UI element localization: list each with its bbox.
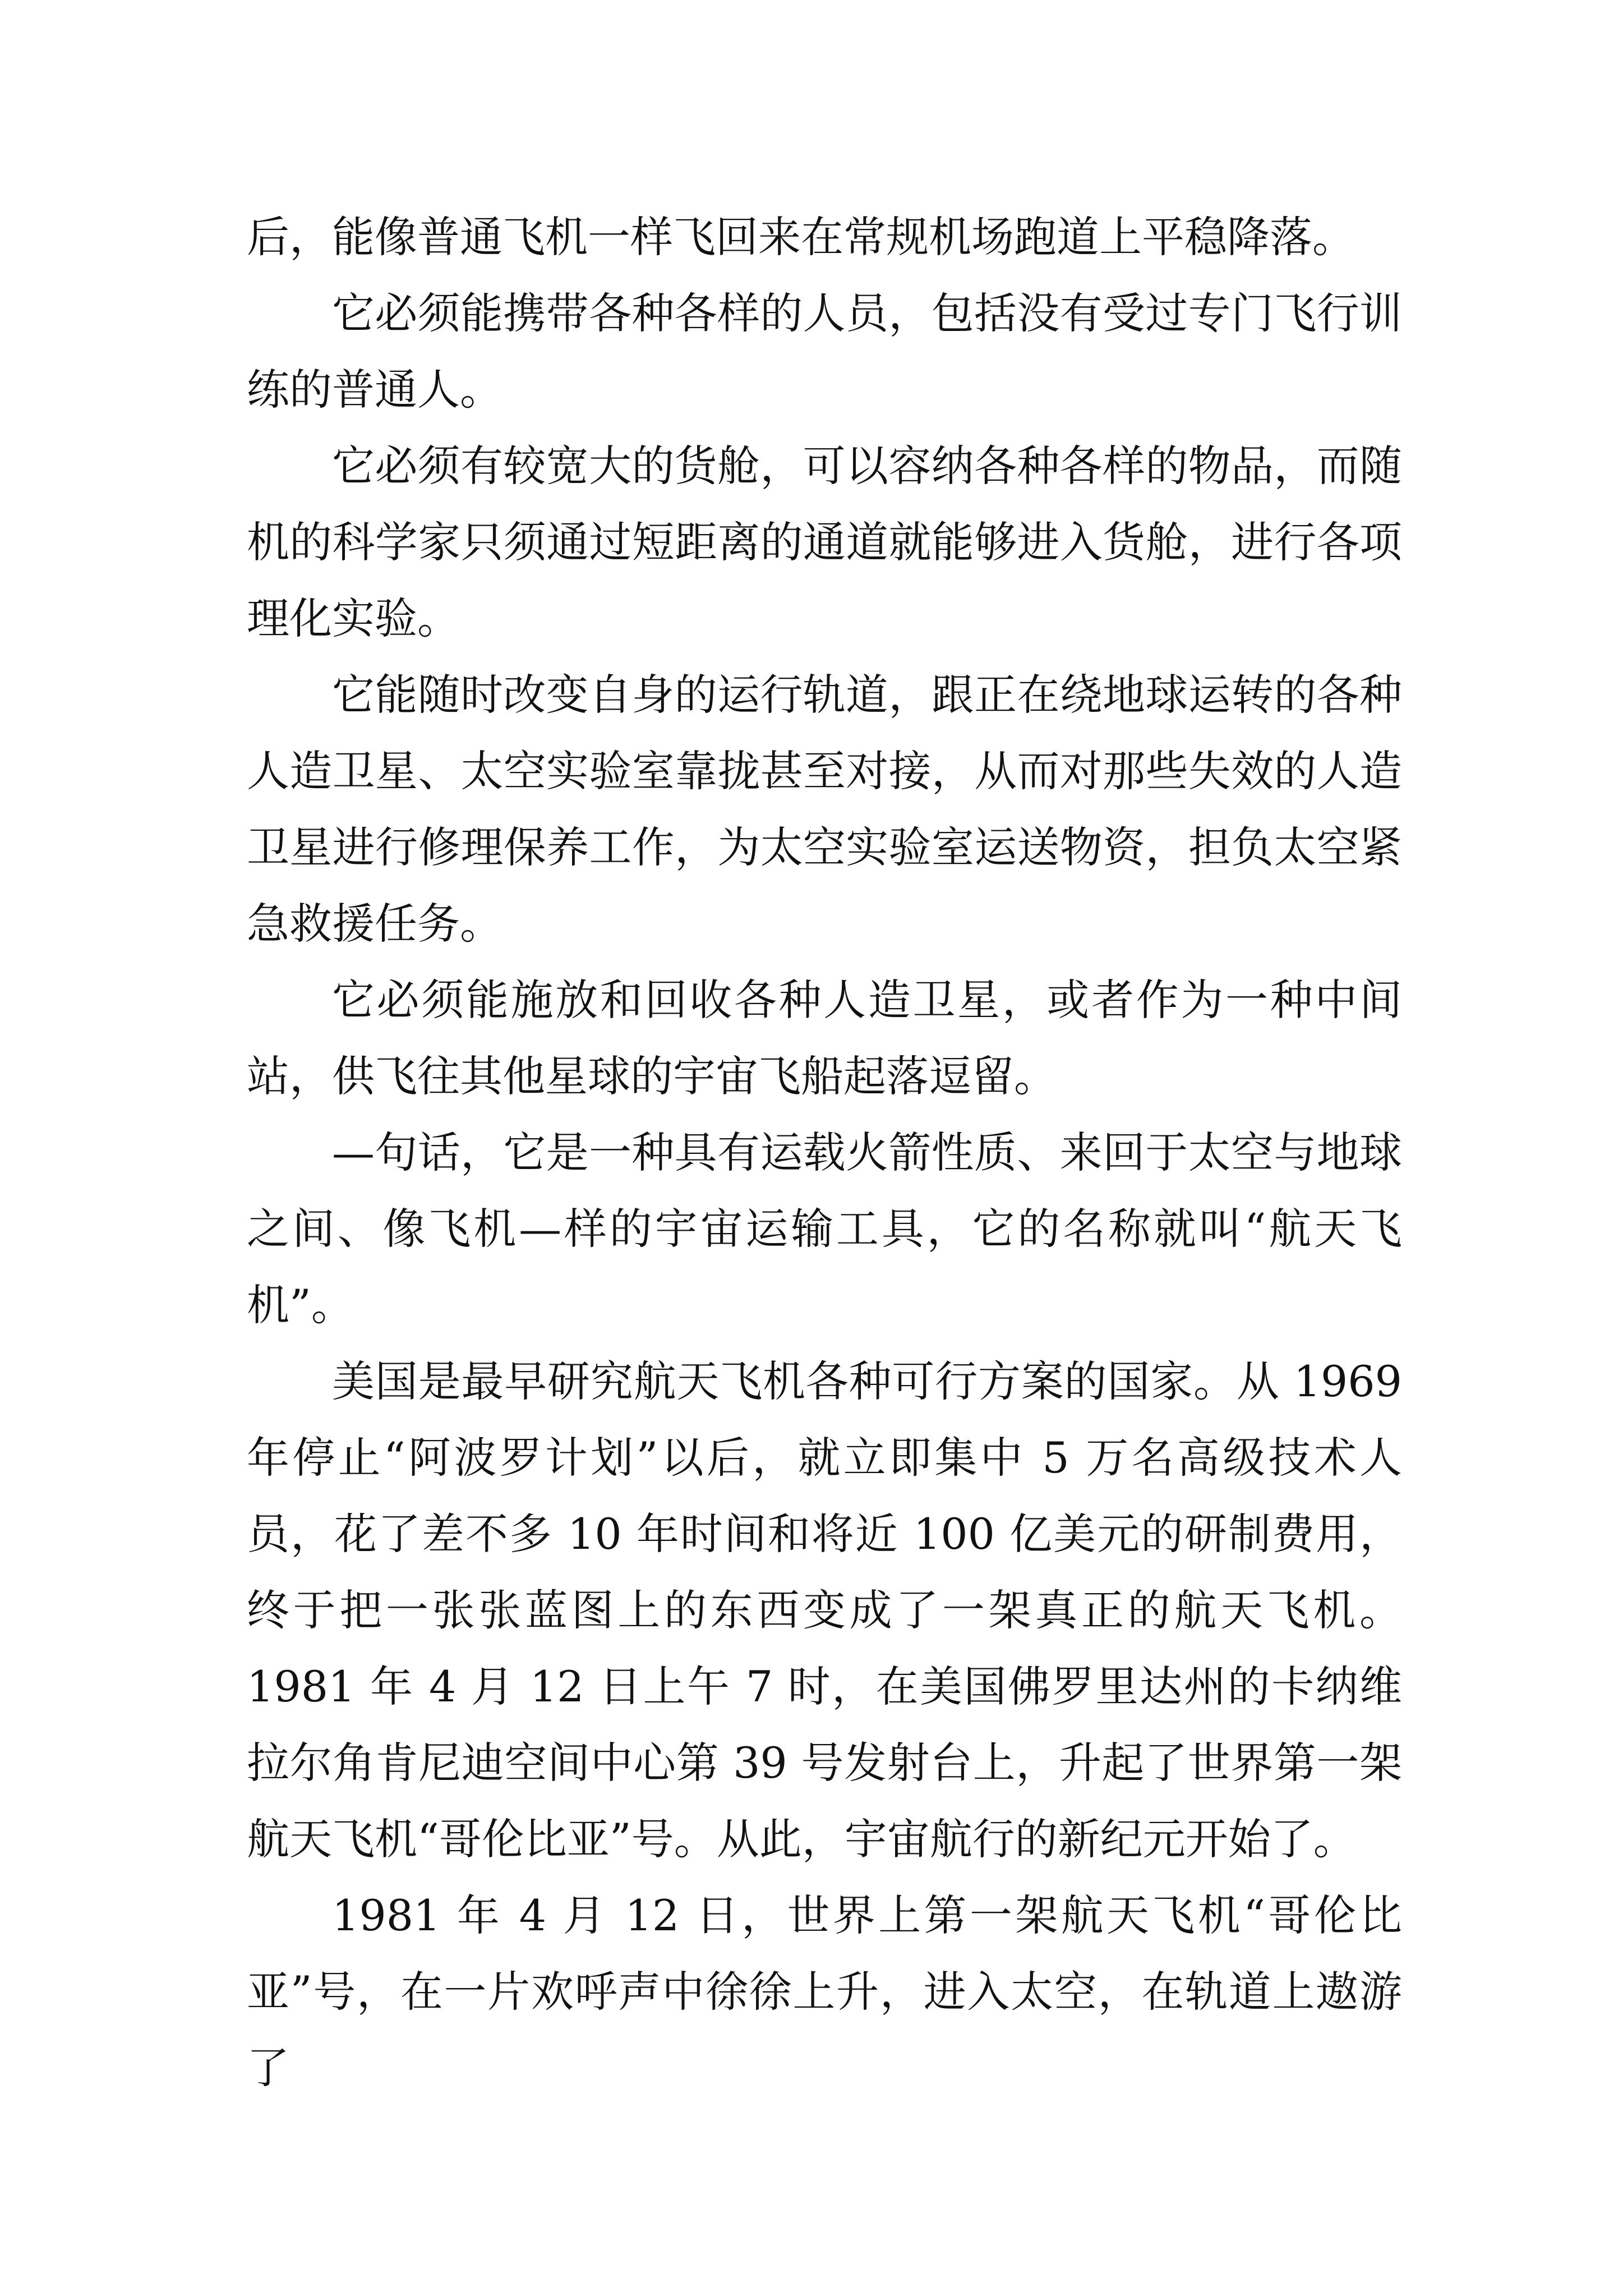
paragraph-3: 它必须有较宽大的货舱，可以容纳各种各样的物品，而随机的科学家只须通过短距离的通道就能够进入货舱，进行各项理化实验。 (247, 441, 1402, 643)
document-body (247, 199, 1402, 2106)
paragraph-2: 它必须能携带各种各样的人员，包括没有受过专门飞行训练的普通人。 (247, 288, 1402, 415)
paragraph-1: 后，能像普通飞机一样飞回来在常规机场跑道上平稳降落。 (247, 212, 1355, 262)
paragraph-8: 1981 年 4 月 12 日，世界上第一架航天飞机“哥伦比亚”号，在一片欢呼声中徐徐上升，进入太空，在轨道上遨游了 (247, 1890, 1402, 2093)
paragraph-7: 美国是最早研究航天飞机各种可行方案的国家。从 1969 年停止“阿波罗计划”以后，就立即集中 5 万名高级技术人员，花了差不多 10 年时间和将近 100 亿美元的研制费用，终于把一张张蓝图上的东西变成了一架真正的航天飞机。1981 年 4 月 12 日上午 7 时，在美国佛罗里达州的卡纳维拉尔角肯尼迪空间中心第 39 号发射台上，升起了世界第一架航天飞机“哥伦比亚”号。从此，宇宙航行的新纪元开始了。 (247, 1356, 1402, 1864)
paragraph-5: 它必须能施放和回收各种人造卫星，或者作为一种中间站，供飞往其他星球的宇宙飞船起落逗留。 (247, 975, 1402, 1101)
paragraph-4: 它能随时改变自身的运行轨道，跟正在绕地球运转的各种人造卫星、太空实验室靠拢甚至对接，从而对那些失效的人造卫星进行修理保养工作，为太空实验室运送物资，担负太空紧急救援任务。 (247, 670, 1402, 949)
paragraph-6: —句话，它是一种具有运载火箭性质、来回于太空与地球之间、像飞机—样的宇宙运输工具，它的名称就叫“航天飞机”。 (247, 1128, 1402, 1330)
